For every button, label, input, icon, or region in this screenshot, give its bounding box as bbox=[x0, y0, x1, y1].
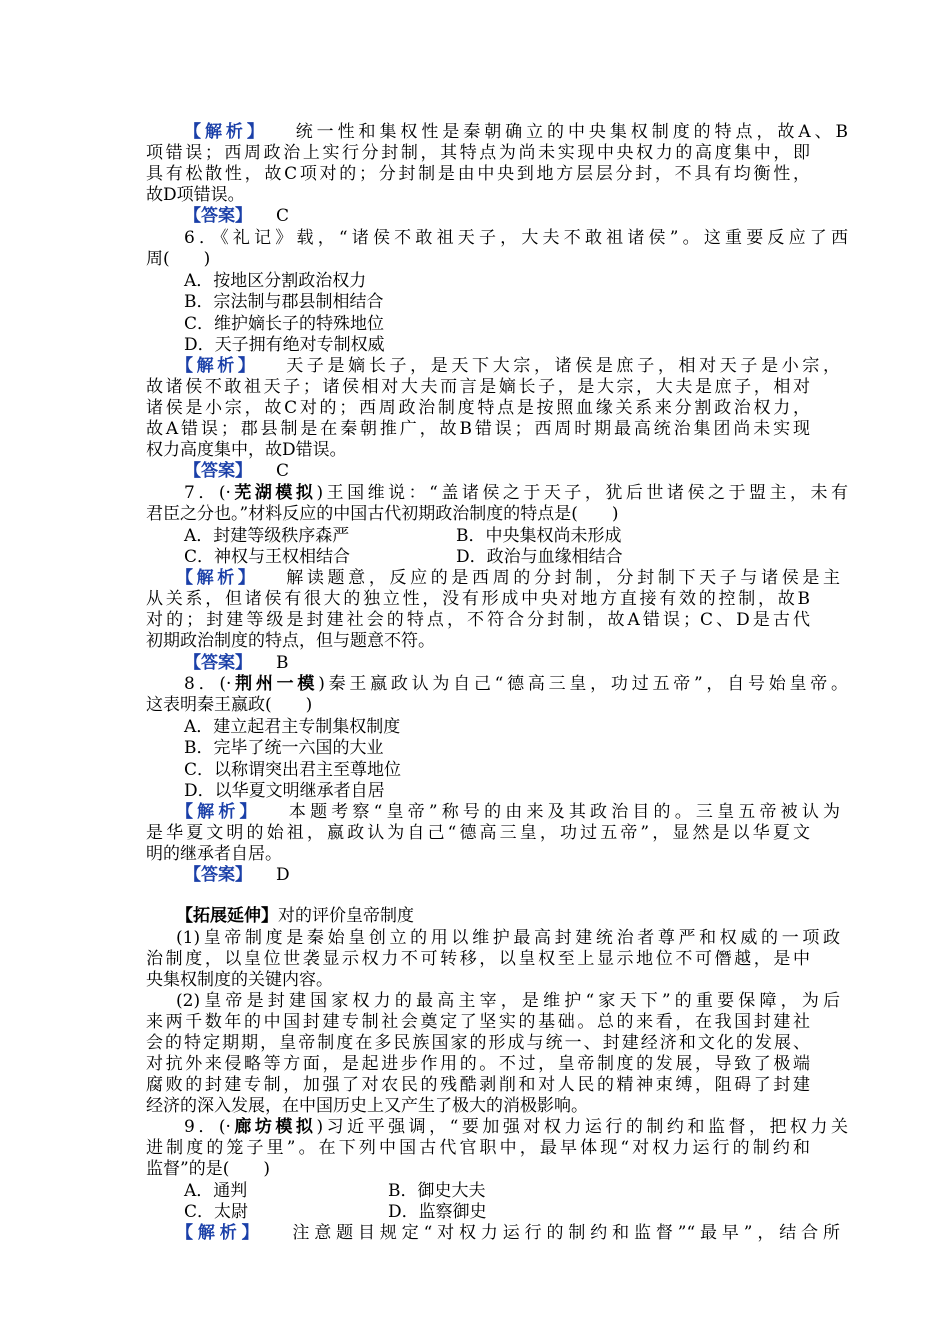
question-stem: 进制度的笼子里”。在下列中国古代官职中，最早体现“对权力运行的制约和 bbox=[146, 1138, 810, 1158]
option-b: B．御史大夫 bbox=[388, 1181, 486, 1201]
paragraph-line: 经济的深入发展，在中国历史上又产生了极大的消极影响。 bbox=[146, 1096, 588, 1116]
option-c: C．维护嫡长子的特殊地位 bbox=[184, 314, 385, 334]
option-d: D．天子拥有绝对专制权威 bbox=[184, 335, 385, 355]
question-stem: 6．《礼记》载，“诸侯不敢祖天子，大夫不敢祖诸侯”。这重要反应了西 bbox=[184, 228, 848, 248]
answer-line bbox=[146, 461, 289, 482]
paragraph-line: 腐败的封建专制，加强了对农民的残酷剥削和对人民的精神束缚，阻碍了封建 bbox=[146, 1075, 810, 1095]
answer-value: B bbox=[276, 653, 289, 673]
source-label: 廊坊模拟 bbox=[230, 1117, 317, 1137]
question-stem: 这表明秦王嬴政( ) bbox=[146, 695, 313, 715]
answer-line bbox=[146, 206, 289, 227]
option-c: C．神权与王权相结合 bbox=[184, 547, 351, 567]
option-d: D．以华夏文明继承者自居 bbox=[184, 781, 385, 801]
answer-value: D bbox=[276, 865, 290, 885]
analysis-line: 故诸侯不敢祖天子；诸侯相对大夫而言是嫡长子，是大宗，大夫是庶子，相对 bbox=[146, 377, 810, 397]
option-d: D．政治与血缘相结合 bbox=[456, 547, 623, 567]
paragraph-line: (2)皇帝是封建国家权力的最高主宰，是维护“家天下”的重要保障，为后 bbox=[176, 991, 840, 1011]
option-b: B．完毕了统一六国的大业 bbox=[184, 738, 384, 758]
analysis-line: 诸侯是小宗，故C对的；西周政治制度特点是按照血缘关系来分割政治权力， bbox=[146, 398, 810, 418]
source-label: 芜湖模拟 bbox=[230, 483, 317, 503]
option-b: B．中央集权尚未形成 bbox=[456, 526, 622, 546]
option-c: C．以称谓突出君主至尊地位 bbox=[184, 760, 402, 780]
analysis-line: 明的继承者自居。 bbox=[146, 844, 282, 864]
source-label: 荆州一模 bbox=[231, 674, 319, 694]
option-a: A．封建等级秩序森严 bbox=[184, 526, 350, 546]
option-a: A．按地区分割政治权力 bbox=[184, 271, 367, 291]
answer-value: C bbox=[276, 461, 290, 481]
analysis-line: 项错误；西周政治上实行分封制，其特点为尚未实现中央权力的高度集中，即 bbox=[146, 143, 810, 163]
analysis-line: 具有松散性，故C项对的；分封制是由中央到地方层层分封，不具有均衡性， bbox=[146, 164, 810, 184]
question-stem: 8．(·荆州一模)秦王嬴政认为自己“德高三皇，功过五帝”，自号始皇帝。 bbox=[184, 674, 848, 694]
option-d: D．监察御史 bbox=[388, 1202, 487, 1222]
paragraph-line: 对抗外来侵略等方面，是起进步作用的。不过，皇帝制度的发展，导致了极端 bbox=[146, 1054, 810, 1074]
analysis-line: 【解析】 解读题意，反应的是西周的分封制，分封制下天子与诸侯是主 bbox=[176, 568, 840, 588]
option-a: A．建立起君主专制集权制度 bbox=[184, 717, 401, 737]
answer-tag: 【答案】 bbox=[184, 865, 252, 885]
answer-tag: 【答案】 bbox=[184, 653, 252, 673]
option-row bbox=[146, 1181, 486, 1202]
analysis-line: 从关系，但诸侯有很大的独立性，没有形成中央对地方直接有效的控制，故B bbox=[146, 589, 810, 609]
question-stem: 9．(·廊坊模拟)习近平强调，“要加强对权力运行的制约和监督，把权力关 bbox=[184, 1117, 848, 1137]
option-b: B．宗法制与郡县制相结合 bbox=[184, 292, 384, 312]
analysis-line: 是华夏文明的始祖，嬴政认为自己“德高三皇，功过五帝”，显然是以华夏文 bbox=[146, 823, 810, 843]
extension-tag: 【拓展延伸】 bbox=[176, 906, 278, 926]
analysis-line: 权力高度集中，故D错误。 bbox=[146, 440, 347, 460]
question-stem: 周( ) bbox=[146, 249, 211, 269]
paragraph-line: 央集权制度的关键内容。 bbox=[146, 970, 333, 990]
analysis-tag: 【解析】 bbox=[176, 356, 259, 376]
answer-line bbox=[146, 653, 289, 674]
analysis-tag: 【解析】 bbox=[184, 122, 268, 142]
paragraph-line: (1)皇帝制度是秦始皇创立的用以维护最高封建统治者尊严和权威的一项政 bbox=[176, 928, 840, 948]
analysis-line: 【解析】 天子是嫡长子，是天下大宗，诸侯是庶子，相对天子是小宗， bbox=[176, 356, 840, 376]
option-row bbox=[146, 547, 623, 568]
paragraph-line: 会的特定期期，皇帝制度在多民族国家的形成与统一、封建经济和文化的发展、 bbox=[146, 1033, 810, 1053]
analysis-line: 故A错误；郡县制是在秦朝推广，故B错误；西周时期最高统治集团尚未实现 bbox=[146, 419, 810, 439]
analysis-tag: 【解析】 bbox=[176, 568, 259, 588]
paragraph-line: 来两千数年的中国封建专制社会奠定了坚实的基础。总的来看，在我国封建社 bbox=[146, 1012, 810, 1032]
option-row bbox=[146, 526, 622, 547]
option-row bbox=[146, 1202, 487, 1223]
analysis-line: 故D项错误。 bbox=[146, 185, 245, 205]
paragraph-line: 治制度，以皇位世袭显示权力不可转移，以皇权至上显示地位不可僭越，是中 bbox=[146, 949, 810, 969]
answer-tag: 【答案】 bbox=[184, 206, 252, 226]
analysis-tag: 【解析】 bbox=[176, 1223, 264, 1243]
analysis-line: 【解析】 本题考察“皇帝”称号的由来及其政治目的。三皇五帝被认为 bbox=[176, 802, 840, 822]
answer-line bbox=[146, 865, 290, 886]
analysis-tag: 【解析】 bbox=[176, 802, 261, 822]
question-stem: 君臣之分也。”材料反应的中国古代初期政治制度的特点是( ) bbox=[146, 504, 619, 524]
analysis-line: 初期政治制度的特点，但与题意不符。 bbox=[146, 631, 435, 651]
option-a: A．通判 bbox=[184, 1181, 248, 1201]
analysis-line: 对的；封建等级是封建社会的特点，不符合分封制，故A错误；C、D是古代 bbox=[146, 610, 810, 630]
answer-tag: 【答案】 bbox=[184, 461, 252, 481]
extension-title: 【拓展延伸】对的评价皇帝制度 bbox=[176, 906, 414, 926]
analysis-line: 【解析】 统一性和集权性是秦朝确立的中央集权制度的特点，故A、B bbox=[184, 122, 848, 142]
answer-value: C bbox=[276, 206, 290, 226]
question-stem: 7．(·芜湖模拟)王国维说：“盖诸侯之于天子，犹后世诸侯之于盟主，未有 bbox=[184, 483, 848, 503]
option-c: C．太尉 bbox=[184, 1202, 249, 1222]
analysis-line: 【解析】 注意题目规定“对权力运行的制约和监督”“最早”，结合所 bbox=[176, 1223, 840, 1243]
question-stem: 监督”的是( ) bbox=[146, 1159, 270, 1179]
